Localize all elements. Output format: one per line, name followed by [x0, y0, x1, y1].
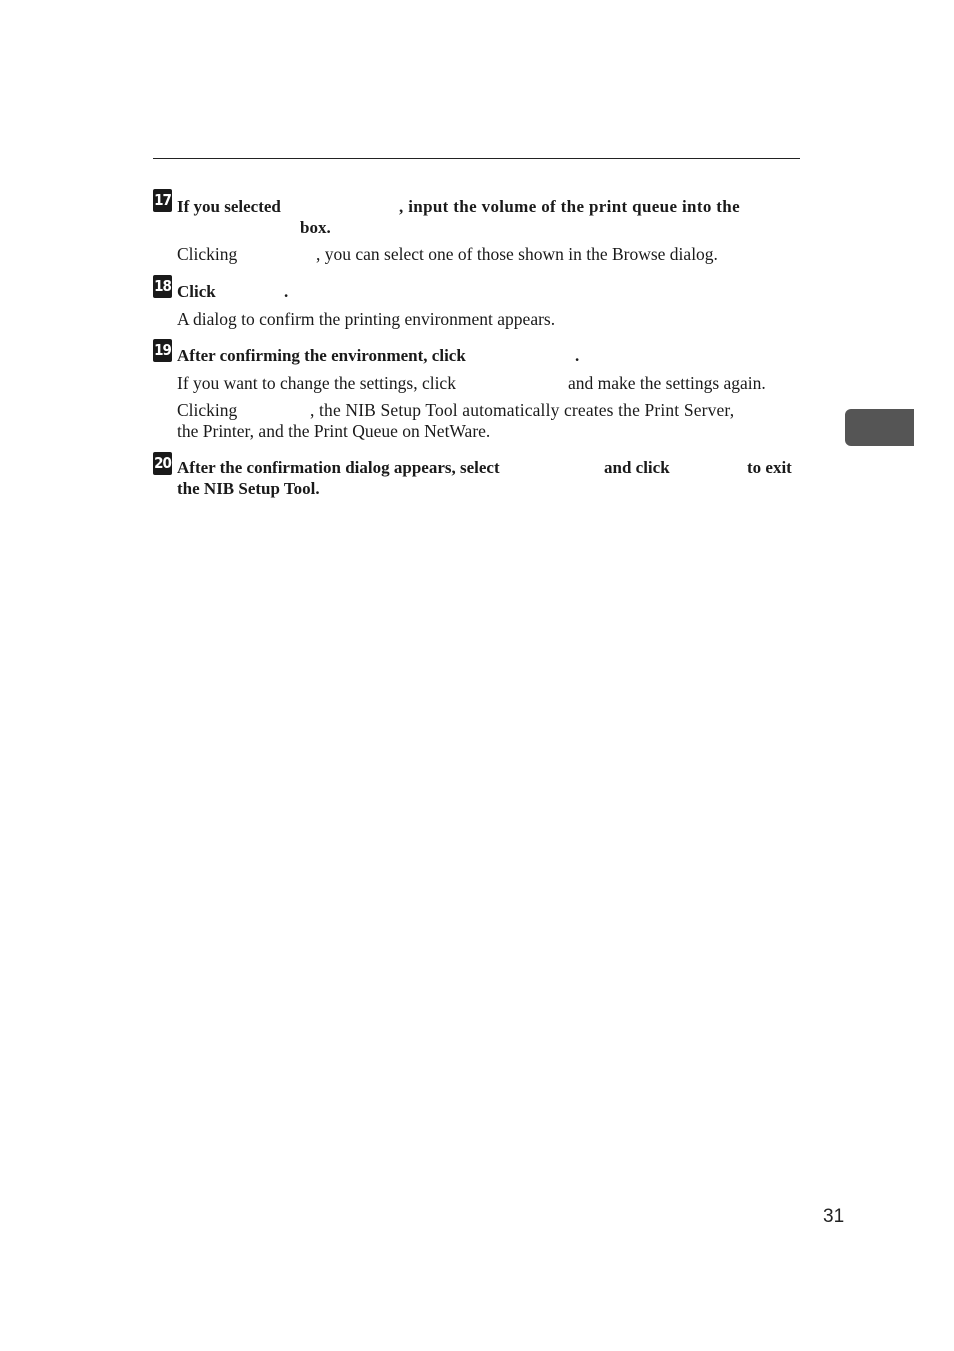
step-20-heading [177, 457, 800, 478]
step-19-note-part: Clicking [177, 400, 238, 420]
step-19-note-3: the Printer, and the Print Queue on NetWare. [177, 421, 491, 441]
step-19-note-part: , the NIB Setup Tool automatically creates the Print Server, [310, 400, 735, 420]
step-19-note-2 [177, 400, 800, 421]
step-19-note-part: If you want to change the settings, click [177, 373, 456, 393]
step-19-heading-part: . [575, 346, 580, 365]
step-19-heading-part: After confirming the environment, click [177, 346, 466, 365]
step-18-heading-part: Click [177, 282, 216, 301]
page-number: 31 [823, 1206, 845, 1227]
step-17-heading-part: , input the volume of the print queue into the [399, 197, 741, 216]
step-19-note-part: and make the settings again. [568, 373, 766, 393]
step-20-heading-line2: the NIB Setup Tool. [177, 479, 320, 498]
step-17-number-icon: 17 [153, 189, 172, 212]
step-17-note-part: Clicking [177, 244, 238, 264]
step-18-note: A dialog to confirm the printing environment appears. [177, 309, 556, 329]
step-20-number-icon: 20 [153, 452, 172, 475]
step-18-heading-part: . [284, 282, 289, 301]
step-17-heading-line2: box. [300, 218, 331, 237]
step-17-heading-part: If you selected [177, 197, 281, 216]
step-20-heading-part: After the confirmation dialog appears, select [177, 458, 500, 477]
step-17-note [177, 244, 800, 265]
step-19-number-icon: 19 [153, 339, 172, 362]
step-20-heading-part: to exit [747, 458, 792, 477]
step-18-heading [177, 281, 800, 302]
step-17-heading [177, 196, 800, 217]
chapter-tab-marker [845, 409, 914, 446]
step-20-heading-part: and click [604, 458, 670, 477]
step-17-note-part: , you can select one of those shown in the Browse dialog. [316, 244, 718, 264]
header-rule [153, 158, 800, 159]
step-19-heading [177, 345, 800, 366]
step-19-note-1 [177, 373, 800, 394]
step-18-number-icon: 18 [153, 275, 172, 298]
